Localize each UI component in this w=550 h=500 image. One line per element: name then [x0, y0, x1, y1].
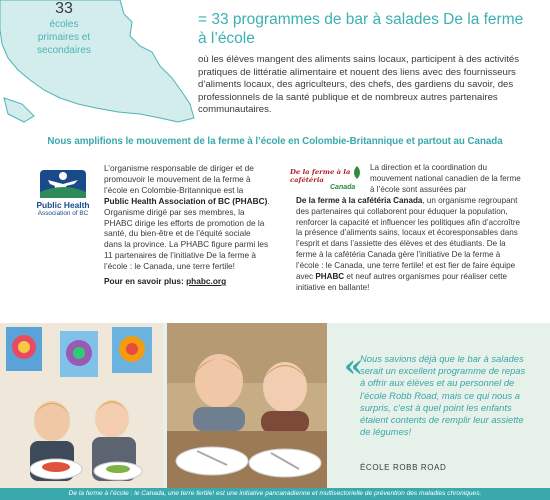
headline: = 33 programmes de bar à salades De la ferme à l’école — [198, 11, 524, 47]
farm-logo-line2: Canada — [330, 184, 356, 191]
phabc-name: Public Health Association of BC (PHABC) — [104, 195, 268, 206]
farm-org-name: De la ferme à la cafétéria Canada — [296, 195, 423, 205]
photo-kids-empty-plates — [167, 323, 327, 488]
farm-logo-line1: De la ferme à la cafétéria — [290, 168, 351, 184]
quote-mark-icon: « — [344, 349, 363, 384]
footer-note: De la ferme à l’école : le Canada, une terre fertile! est une initiative pancanadienne et multisectorielle de prévention des maladies chroniques. — [0, 488, 550, 500]
testimonial-source: ÉCOLE ROBB ROAD — [360, 463, 447, 472]
bc-map-graphic — [0, 0, 200, 128]
learn-more: Pour en savoir plus: phabc.org — [104, 276, 227, 287]
phabc-link[interactable]: phabc.org — [186, 276, 227, 287]
photo-kids-at-table — [0, 323, 163, 488]
testimonial-quote: Nous savions déjà que le bar à salades serait un excellent programme de repas à offrir aux élèves et au personnel de l’école Robb Road, mais ce qui nous a surpris, c’est à quel point les enfants étaient contents de remplir leur assiette de légumes! — [360, 353, 526, 438]
headline-description: où les élèves mangent des aliments sains locaux, participent à des activités pratiques de littératie alimentaire et nouent des liens avec des fournisseurs d’aliments locaux, des agriculteurs, des chefs, des gardiens du savoir, des professionnels de la santé publique et de nombreux autres partenaires communautaires. — [198, 54, 520, 116]
phabc-logo — [30, 166, 96, 224]
phabc-figure-icon — [30, 166, 96, 200]
section-title: Nous amplifions le mouvement de la ferme à l’école en Colombie-Britannique et partout au Canada — [47, 136, 503, 147]
school-count-label: écoles primaires et secondaires — [37, 19, 91, 56]
farm-description: La direction et la coordination du mouvement national canadien de la ferme à l’école sont assurées par De la ferme à la cafétéria Canada, un organisme regroupant des partenaires qui collaborent pour éduquer la population, renforcer la capacité et influencer les politiques afin d’accroître la présence d’aliments sains, locaux et écoresponsables dans l’esprit et dans l’assiette des élèves et des étudiants. De la ferme à la cafétéria Canada gère l’initiative De la ferme à l’école : le Canada, une terre fertile! et est fier de faire équipe avec PHABC et neuf autres organismes pour réaliser cette initiative en ballante! — [296, 163, 521, 292]
phabc-logo-line1: Public Health — [36, 200, 90, 210]
phabc-mention: PHABC — [315, 272, 345, 282]
phabc-description: L’organisme responsable de diriger et de promouvoir le mouvement de la ferme à l’école en Colombie-Britannique est la Public Health Association of BC (PHABC). Organisme dirigé par ses membres, la PHABC dirige les efforts de promotion de la santé, du bien-être et de l’équité sociale dans la province. La PHABC figure parmi les 11 partenaires de l’initiative De la ferme à l’école : le Canada, une terre fertile! Pour en savoir plus: phabc.org — [104, 163, 270, 287]
school-count: 33 — [55, 0, 73, 17]
phabc-logo-line2: Association of BC — [37, 210, 89, 217]
